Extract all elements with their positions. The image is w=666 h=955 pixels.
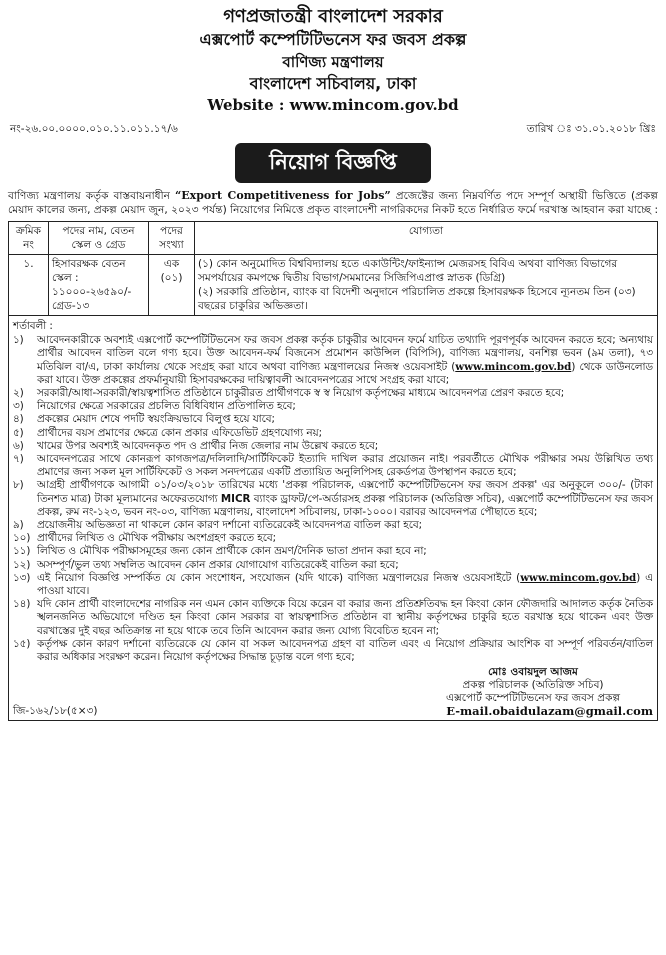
condition-text-part: ) এ পাওয়া যাবে। [37,571,653,598]
cell-post: হিসাবরক্ষক বেতন স্কেল : ১১০০০-২৬৫৯০/- গ্রেড-১৩ [49,255,149,316]
header-post: পদের নাম, বেতন স্কেল ও গ্রেড [49,222,149,255]
condition-text: আবেদনপত্রের সাথে কোনরূপ কাগজপত্র/দলিলাদি/সার্টিফিকেট ইত্যাদি দাখিল করার প্রয়োজন নাই। পরবর্তীতে মৌখিক পরীক্ষার সময় উল্লিখিত তথ্য প্রমাণের জন্য সকল মূল সার্টিফিকেট ও সকল সনদপত্রের একটি প্রত্যায়িত অনুলিপিসহ রেকর্ডপত্র উপস্থাপন করতে হবে; [37,453,653,479]
condition-number: ১৫) [13,637,31,650]
memo-number: নং-২৬.০০.০০০০.০১০.১১.০১১.১৭/৬ [10,123,178,135]
condition-text [37,334,653,387]
condition-number: ১০) [13,532,31,545]
condition-text-part: এই নিয়োগ বিজ্ঞপ্তি সম্পর্কিত যে কোন সংশোধন, সংযোজন (যদি থাকে) বাণিজ্য মন্ত্রণালয়ের নিজস্ব ওয়েবসাইটে ( [37,571,521,584]
micr-label: MICR [220,492,251,505]
condition-item [13,572,653,598]
footer-code: জি-১৬২/১৮(৫×৩) [13,705,98,718]
condition-number: ১৩) [13,571,31,584]
condition-item [13,413,653,426]
signature-block [413,666,653,705]
condition-number: ১) [13,334,24,347]
intro-paragraph [8,189,658,217]
condition-text-part: আবেদনকারীকে অবশ্যই এক্সপোর্ট কম্পেটিটিভনেস ফর জবস প্রকল্প কর্তৃক চাকুরীর আবেদন ফর্মে যাচিত তথ্যাদি পূরণপূর্বক আবেদন করতে হবে; অন্যথায় প্রার্থীর আবেদন বাতিল বলে গণ্য হবে। উক্ত আবেদন-ফর্ম বিজনেস প্রমোশন কাউন্সিল (বিপিসি), বাণিজ্য মন্ত্রণালয়, বনশিল্প ভবন (৯ম তলা), ৭৩ মতিঝিল বা/এ, ঢাকা কার্যালয় থেকে সংগ্রহ করা যাবে অথবা বাণিজ্য মন্ত্রণালয়ের নিজস্ব ওয়েবসাইট ( [37,334,653,373]
conditions-title: শর্তাবলী : [13,320,53,332]
notice-date: তারিখ ঃ ৩১.০১.২০১৮ খ্রিঃ [526,123,656,135]
cell-serial: ১. [9,255,49,316]
project-title: এক্সপোর্ট কম্পেটিটিভনেস ফর জবস প্রকল্প [199,30,467,49]
condition-item [13,479,653,519]
condition-number: ৮) [13,479,24,492]
header-serial: ক্রমিক নং [9,222,49,255]
signatory-name: মোঃ ওবায়দুল আজম [488,666,578,679]
condition-item [13,440,653,453]
condition-number: ২) [13,387,24,400]
condition-item [13,532,653,545]
footer-row [13,705,653,718]
header-qualification: যোগ্যতা [195,222,658,255]
condition-number: ৫) [13,426,24,439]
condition-text: সরকারী/আধা-সরকারী/স্বায়ত্বশাসিত প্রতিষ্ঠানে চাকুরীরত প্রার্থীগণকে স্ব স্ব নিয়োগ কর্তৃপক্ষের মাধ্যমে আবেদনপত্র প্রেরণ করতে হবে; [37,387,565,400]
qualification-2: (২) সরকারি প্রতিষ্ঠান, ব্যাংক বা বিদেশী অনুদানে পরিচালিত প্রকল্পে হিসাবরক্ষক হিসেবে ন্যূনতম তিন (০৩) বছরের চাকুরির অভিজ্ঞতা। [198,286,636,312]
condition-item [13,400,653,413]
signatory-email[interactable]: E-mail.obaidulazam@gmail.com [446,704,653,719]
secretariat-title: বাংলাদেশ সচিবালয়, ঢাকা [249,74,417,93]
condition-item [13,387,653,400]
qualification-1: (১) কোন অনুমোদিত বিশ্ববিদ্যালয় হতে একাউন্টিং/ফাইন্যান্স মেজরসহ বিবিএ অথবা বাণিজ্য বিভাগের সমপর্যায়ের কমপক্ষে দ্বিতীয় বিভাগ/সমমানের সিজিপিএপ্রাপ্ত স্নাতক (ডিগ্রি) [198,258,618,284]
notice-title-box [235,143,431,183]
table-row [9,255,658,316]
condition-text: নিয়োগের ক্ষেত্রে সরকারের প্রচলিত বিধিবিধান প্রতিপালিত হবে; [37,400,296,413]
signatory-designation: প্রকল্প পরিচালক (অতিরিক্ত সচিব) [462,679,604,692]
condition-text [37,479,653,519]
condition-item [13,427,653,440]
intro-post: প্রজেক্টের জন্য নিম্নবর্ণিত পদে সম্পূর্ণ অস্থায়ী ভিত্তিতে (প্রকল্প মেয়াদ কালের জন্য, প্রকল্প মেয়াদ জুন, ২০২৩ পর্যন্ত) নিয়োগের নিমিত্তে প্রকৃত বাংলাদেশী নাগরিকদের নিকট হতে নির্ধারিত ফর্মে দরখাস্ত আহবান করা যাচ্ছে : [8,190,659,216]
condition-text: প্রকল্পের মেয়াদ শেষে পদটি স্বয়ংক্রিয়ভাবে বিলুপ্ত হয়ে যাবে; [37,413,275,426]
letterhead [8,4,658,116]
website-link[interactable]: www.mincom.gov.bd [455,360,572,373]
condition-text: প্রার্থীদের বয়স প্রমাণের ক্ষেত্রে কোন প্রকার এফিডেভিট গ্রহণযোগ্য নয়; [37,426,323,439]
header-count: পদের সংখ্যা [149,222,195,255]
reference-row [8,122,658,139]
condition-text: যদি কোন প্রার্থী বাংলাদেশের নাগরিক নন এমন কোন ব্যক্তিকে বিয়ে করেন বা করার জন্য প্রতিশ্রুতিবদ্ধ হন কিংবা কোন ফৌজদারি আদালত কর্তৃক নৈতিক স্খলনজনিত অভিযোগে দণ্ডিত হন কিংবা কোন সরকার বা স্বায়ত্বশাসিত প্রতিষ্ঠান বা স্থানীয় কর্তৃপক্ষের চাকুরি হতে বরখাস্ত হয়ে থাকেন এবং উক্ত বরখাস্তের দুই বছর অতিক্রান্ত না হয়ে থাকে তবে তিনি আবেদন করার জন্য যোগ্য বিবেচিত হবেন না; [37,598,653,637]
condition-item [13,598,653,638]
condition-text: প্রার্থীদের লিখিত ও মৌখিক পরীক্ষায় অংশগ্রহণ করতে হবে; [37,532,277,545]
condition-item [13,559,653,572]
government-title: গণপ্রজাতন্ত্রী বাংলাদেশ সরকার [223,6,443,27]
conditions-box [8,316,658,721]
signatory-project: এক্সপোর্ট কম্পেটিটিভনেস ফর জবস প্রকল্প [446,692,620,705]
condition-number: ৬) [13,439,24,452]
condition-text-part: ) থেকে ডাউনলোড করা যাবে। উক্ত প্রকল্পের প্রফর্মানুযায়ী হিসাবরক্ষকের দায়িত্বাবলী আবেদনপত্রের সাথে সংগ্রহ করা যাবে; [37,360,654,386]
condition-item [13,545,653,558]
post-table [8,221,658,316]
condition-number: ১২) [13,558,31,571]
condition-item [13,638,653,664]
condition-number: ৭) [13,453,24,466]
intro-pre: বাণিজ্য মন্ত্রণালয় কর্তৃক বাস্তবায়নাধীন [8,190,175,202]
intro-project-name: “Export Competitiveness for Jobs” [174,189,391,202]
condition-number: ৩) [13,400,24,413]
condition-text [37,572,653,598]
table-header-row [9,222,658,255]
ministry-title: বাণিজ্য মন্ত্রণালয় [282,53,384,71]
condition-text: প্রয়োজনীয় অভিজ্ঞতা না থাকলে কোন কারণ দর্শানো ব্যতিরেকেই আবেদনপত্র বাতিল করা হবে; [37,519,423,532]
condition-number: ১১) [13,545,31,558]
condition-number: ৯) [13,519,24,532]
condition-text: অসম্পূর্ণ/ভুল তথ্য সম্বলিত আবেদন কোন প্রকার যোগাযোগ ব্যতিরেকেই বাতিল করা হবে; [37,558,399,571]
condition-text: লিখিত ও মৌখিক পরীক্ষাসমূহের জন্য কোন প্রার্থীকে কোন ভ্রমণ/দৈনিক ভাতা প্রদান করা হবে না; [37,545,427,558]
condition-item [13,519,653,532]
condition-text: কর্তৃপক্ষ কোন কারণ দর্শানো ব্যতিরেকে যে কোন বা সকল আবেদনপত্র গ্রহণ বা বাতিল এবং এ নিয়োগ প্রক্রিয়ার আংশিক বা সম্পূর্ণ পরিবর্তন/বাতিল করার অধিকার সংরক্ষণ করেন। নিয়োগ কর্তৃপক্ষের সিদ্ধান্ত চূড়ান্ত বলে গণ্য হবে; [37,637,653,664]
condition-text-part: ব্যাংক ড্রাফট/পে-অর্ডারসহ প্রকল্প পরিচালক (অতিরিক্ত সচিব), এক্সপোর্ট কম্পেটিটিভনেস ফর জবস প্রকল্প, রুম নং-১২৩, ভবন নং-০৩, বাণিজ্য মন্ত্রণালয়, বাংলাদেশ সচিবালয়, ঢাকা-১০০০। বরাবর আবেদনপত্র পৌছাতে হবে; [37,492,653,518]
condition-text: খামের উপর অবশ্যই আবেদনকৃত পদ ও প্রার্থীর নিজ জেলার নাম উল্লেখ করতে হবে; [37,439,379,452]
condition-text-part: আগ্রহী প্রার্থীগণকে আগামী ০১/০৩/২০১৮ তারিখের মধ্যে 'প্রকল্প পরিচালক, এক্সপোর্ট কম্পেটিটিভনেস ফর জবস প্রকল্প' এর অনুকূলে ৩০০/- (টাকা তিনশত মাত্র) টাকা মূল্যমানের অফেরতযোগ্য [37,479,653,505]
notice-title: নিয়োগ বিজ্ঞপ্তি [269,149,397,174]
condition-number: ৪) [13,413,24,426]
website-link[interactable]: www.mincom.gov.bd [520,571,637,584]
website-line: Website : www.mincom.gov.bd [207,96,459,114]
condition-number: ১৪) [13,598,31,611]
notice-page [8,4,658,947]
cell-count: এক (০১) [149,255,195,316]
condition-item [13,334,653,387]
cell-qualification [195,255,658,316]
condition-item [13,453,653,479]
